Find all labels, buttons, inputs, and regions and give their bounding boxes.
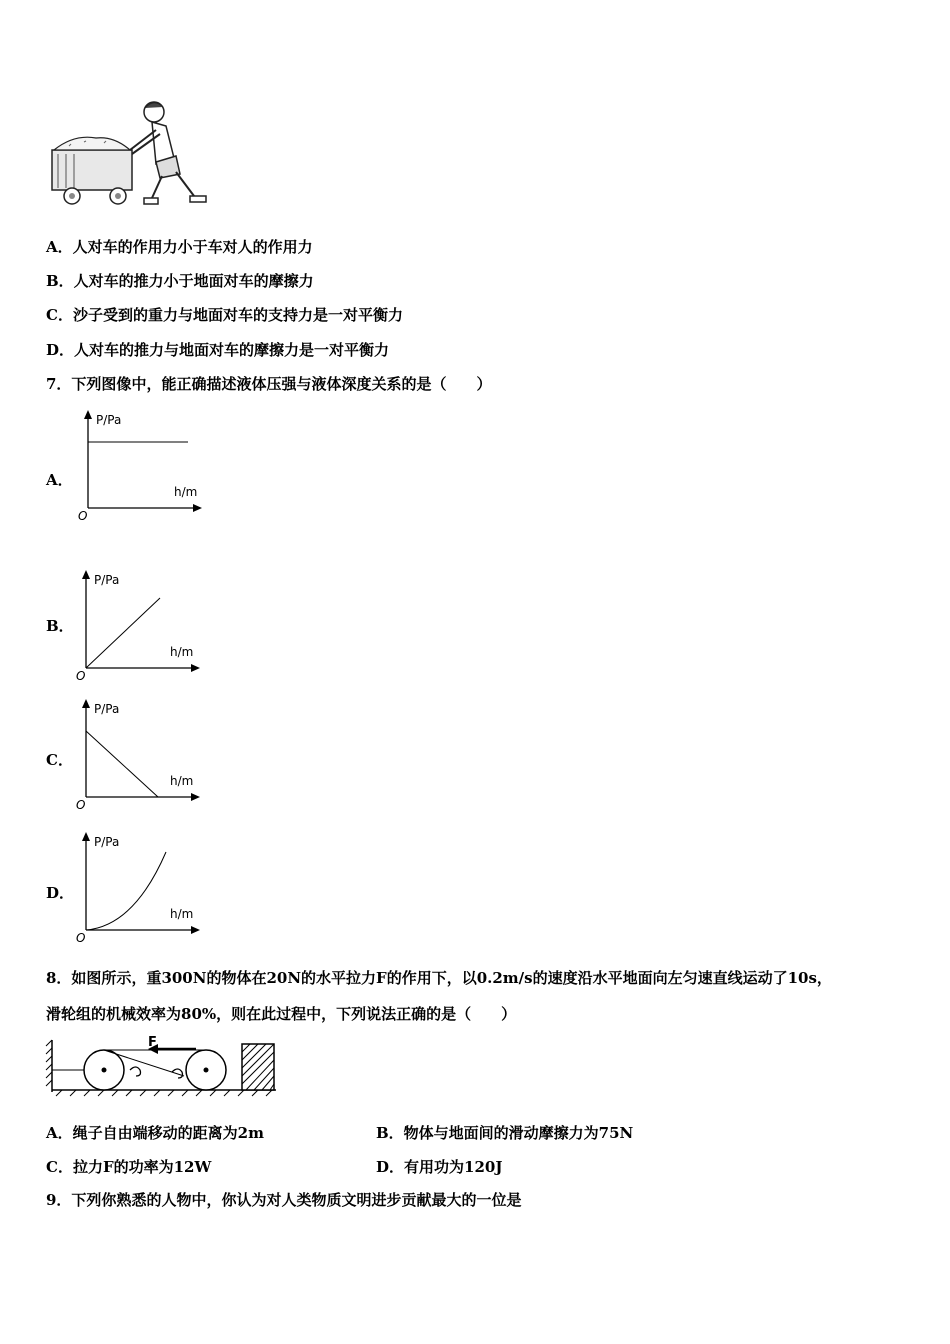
q7-option-b-label: B． xyxy=(46,617,74,635)
graph-c-x-label: h/m xyxy=(170,774,194,788)
pulley-force-label: F xyxy=(148,1036,157,1050)
q7-stem: 7．下列图像中，能正确描述液体压强与液体深度关系的是（ ） xyxy=(46,375,492,393)
graph-c-origin: O xyxy=(76,798,86,812)
q6-option-c: C．沙子受到的重力与地面对车的支持力是一对平衡力 xyxy=(46,306,403,324)
q6-option-a: A．人对车的作用力小于车对人的作用力 xyxy=(46,238,313,256)
q9-stem: 9．下列你熟悉的人物中，你认为对人类物质文明进步贡献最大的一位是 xyxy=(46,1191,522,1209)
graph-d-y-label: P/Pa xyxy=(94,835,120,849)
graph-b-y-label: P/Pa xyxy=(94,573,120,587)
graph-b-linear-increasing xyxy=(74,568,214,684)
graph-d-origin: O xyxy=(76,931,86,945)
boy-pushing-cart-illustration xyxy=(44,98,214,213)
graph-a-y-label: P/Pa xyxy=(96,413,122,427)
q8-option-d: D．有用功为120J xyxy=(376,1158,503,1176)
graph-c-y-label: P/Pa xyxy=(94,702,120,716)
q7-option-d-label: D． xyxy=(46,884,75,902)
graph-a-origin: O xyxy=(78,509,88,523)
q7-option-a-label: A． xyxy=(46,471,73,489)
q6-option-b: B．人对车的推力小于地面对车的摩擦力 xyxy=(46,272,314,290)
q8-option-c: C．拉力F的功率为12W xyxy=(46,1158,212,1176)
pulley-system-figure xyxy=(44,1036,284,1098)
graph-c-linear-decreasing xyxy=(74,697,214,813)
q8-stem-line2: 滑轮组的机械效率为80%，则在此过程中，下列说法正确的是（ ） xyxy=(46,1005,517,1023)
q8-option-b: B．物体与地面间的滑动摩擦力为75N xyxy=(376,1124,634,1142)
graph-a-constant xyxy=(74,408,214,524)
graph-d-x-label: h/m xyxy=(170,907,194,921)
graph-a-x-label: h/m xyxy=(174,485,198,499)
q8-option-a: A．绳子自由端移动的距离为2m xyxy=(46,1124,264,1142)
graph-d-curve-increasing xyxy=(74,830,214,946)
graph-b-x-label: h/m xyxy=(170,645,194,659)
q6-option-d: D．人对车的推力与地面对车的摩擦力是一对平衡力 xyxy=(46,341,390,359)
q8-stem-line1: 8．如图所示，重300N的物体在20N的水平拉力F的作用下，以0.2m/s的速度沿水平地面向左匀速直线运动了10s， xyxy=(46,969,832,987)
q7-option-c-label: C． xyxy=(46,751,73,769)
graph-b-origin: O xyxy=(76,669,86,683)
